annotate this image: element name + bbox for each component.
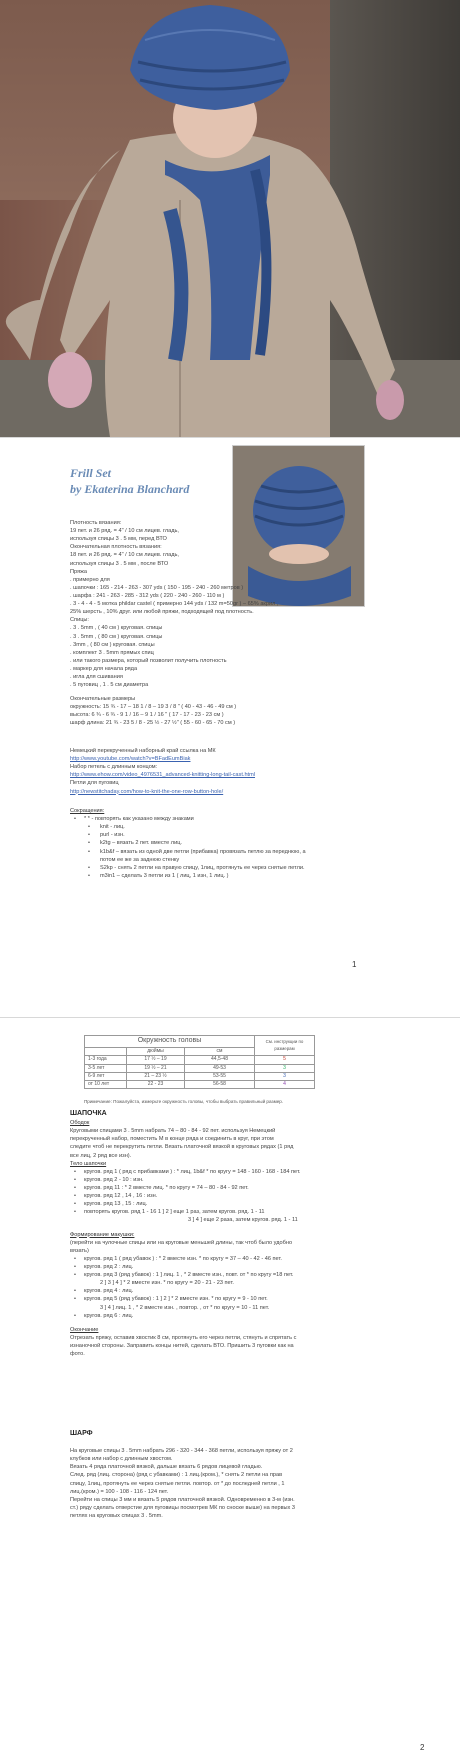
hat-body-item: • кругов. ряд 11 : * 2 вместе лиц. * по кругу = 74 – 80 - 84 - 92 пет. <box>70 1184 410 1192</box>
table-col-inches: дюймы <box>127 1048 185 1056</box>
materials-line: Плотность вязания: <box>70 520 122 526</box>
hat-rim-line: все лиц, 2 ряд все изн). <box>70 1152 132 1159</box>
title-line-1: Frill Set <box>70 466 112 480</box>
hat-crown-item: • кругов. ряд 1 ( ряд убавок ) : * 2 вместе изн. * по кругу = 37 – 40 - 42 - 46 пет. <box>70 1255 410 1263</box>
hat-crown-cont: 2 ] 3 ] 4 ] * 2 вместе изн. * по кругу = 20 - 21 - 23 пет. <box>100 1280 234 1287</box>
scarf-line: петлях на круговых спицах 3 . 5mm. <box>70 1513 163 1520</box>
hat-crown-item: • кругов. ряд 5 (ряд убавок) : 1 ] 2 ] * 2 вместе изн. * по кругу = 9 - 10 пет. <box>70 1295 410 1303</box>
hat-section <box>70 1109 410 1358</box>
sizes-line: Окончательные размеры <box>70 696 136 702</box>
scarf-line: На круговые спицы 3 . 5mm набрать 296 - 320 - 344 - 368 петли, используя пряжу от 2 <box>70 1448 293 1455</box>
materials-line: . 3 . 5mm , ( 80 см ) круговая. спицы <box>70 633 163 640</box>
table-row: 6-9 лет 21 – 23 ½ 53-55 3 <box>85 1072 315 1080</box>
abbreviations-title: Сокращения: <box>70 808 105 814</box>
materials-line: . шарфа : 241 - 263 - 285 - 312 yds ( 220 - 240 - 260 - 110 м ) <box>70 592 225 599</box>
abbr-item: • * * - повторять как указано между знаками <box>70 815 410 823</box>
title-line-2: by Ekaterina Blanchard <box>70 482 190 497</box>
hat-body-item: • кругов. ряд 1 ( ряд с прибавками ) : * лиц, 1b&f * по кругу = 148 - 160 - 168 - 184 пет. <box>70 1168 410 1176</box>
table-header-circumference: Окружность головы <box>85 1036 255 1048</box>
hat-finish-line: Отрезать пряжу, оставив хвостик 8 см, протянуть его через петли, стянуть и спрятать с <box>70 1334 297 1341</box>
page-divider <box>0 1017 460 1018</box>
link-label: Петли для пуговиц <box>70 780 119 787</box>
hat-body-item: • кругов. ряд 12 , 14 , 16 : изн. <box>70 1192 410 1200</box>
hat-crown-item: • кругов. ряд 6 : лиц. <box>70 1312 410 1320</box>
materials-line: . 3mm , ( 80 см ) круговая. спицы <box>70 641 155 648</box>
materials-line: 25% шерсть , 10% друг. или любой пряжи, подходящей под плотность. <box>70 609 254 616</box>
sizes-block <box>70 695 410 727</box>
table-header-note: См. инструкции по размерам <box>255 1036 315 1056</box>
materials-line: . 3 . 5mm , ( 40 см ) круговая. спицы <box>70 625 163 632</box>
table-row: от 10 лет 22 - 23 56-58 4 <box>85 1081 315 1089</box>
main-photo <box>0 0 460 437</box>
hat-body-cont: 3 ] 4 ] еще 2 раза, затем кругов. ряд. 1 - 11 <box>188 1217 298 1224</box>
hat-body-title: Тело шапочки <box>70 1160 107 1167</box>
hat-title: ШАПОЧКА <box>70 1110 107 1117</box>
scarf-line: Перейти на спицы 3 мм и вязать 5 рядов платочной вязкой. Одновременно в 3-м (изн. <box>70 1496 295 1503</box>
divider <box>0 437 460 438</box>
materials-line: используя спицы 3 . 5 мм , после ВТО <box>70 560 169 567</box>
hat-rim-line: следите чтоб не перекрутить петли. Вязать платочной вязкой в круговых рядах (1 ряд <box>70 1144 294 1151</box>
table-row: 3-5 лет 19 ½ – 21 49-53 3 <box>85 1064 315 1072</box>
table-note: Примечание: Пожалуйста, измерьте окружность головы, чтобы выбрать правильный размер. <box>84 1099 284 1104</box>
scarf-section <box>70 1429 410 1520</box>
links-block <box>70 747 410 796</box>
hat-body-item: • кругов. ряд 2 - 10 : изн. <box>70 1176 410 1184</box>
materials-line: . примерно для <box>70 576 110 583</box>
link-long-tail-cast[interactable]: http://www.ehow.com/video_4976531_advanced-knitting-long-tail-cast.html <box>70 772 256 779</box>
pattern-page <box>0 437 460 1763</box>
materials-line: 18 пет. и 26 ряд. = 4" / 10 см лицев. гладь, <box>70 552 179 559</box>
sizes-line: окружность: 15 ¾ - 17 – 18 1 / 8 – 19 3 / 8 " ( 40 - 43 - 46 - 49 см ) <box>70 704 237 711</box>
abbr-item: • k1b&f – вязать из одной две петли (прибавка) провязать петлю за переднюю, а <box>70 848 410 856</box>
materials-line: Окончательная плотность вязания: <box>70 544 162 551</box>
abbr-item: • m3in1 – сделать 3 петли из 1 ( лиц, 1 изн, 1 лиц. ) <box>70 872 410 880</box>
hat-crown-cont: 3 ] 4 ] лиц. 1 , * 2 вместе изн. , повтор. , от * по кругу = 10 - 11 пет. <box>100 1304 270 1311</box>
link-label: Набор петель с длинным концом: <box>70 764 158 771</box>
scarf-line: След. ряд (лиц. сторона) (ряд с убавками) : 1 лиц.(кром.), * снять 2 петли на прав <box>70 1472 283 1479</box>
hat-crown-item: • кругов. ряд 2 : лиц. <box>70 1263 410 1271</box>
scarf-line: лиц.(кром.) = 100 - 108 - 116 - 124 пет. <box>70 1488 169 1495</box>
hat-crown-item: • кругов. ряд 3 (ряд убавок) : 1 ] лиц. 1 , * 2 вместе изн., повт. от * по кругу =18 пет. <box>70 1271 410 1279</box>
materials-line: . маркер для начала ряда <box>70 665 138 672</box>
materials-line: 19 пет. и 26 ряд. = 4" / 10 см лицев. гладь, <box>70 528 179 535</box>
abbr-item-cont: потом ее же за заднюю стенку <box>100 856 180 863</box>
page-number-2: 2 <box>420 1743 425 1752</box>
materials-line: Пряжа <box>70 568 87 575</box>
materials-line: Спицы: <box>70 617 89 624</box>
link-german-cast-on[interactable]: http://www.youtube.com/watch?v=BFadEumBiak <box>70 756 191 763</box>
scarf-title: ШАРФ <box>70 1430 93 1437</box>
pattern-title <box>70 465 189 497</box>
materials-line: . 3 - 4 - 4 - 5 мотка phildar castel ( примерно 144 yds / 132 m=50gr ) – 65% акрил , <box>70 601 279 608</box>
size-table <box>84 1035 315 1089</box>
materials-line: . шапочки : 165 - 214 - 263 - 307 yds ( 150 - 195 - 240 - 260 метров ) <box>70 584 244 591</box>
hat-body-item: • кругов. ряд 13 , 15 : лиц. <box>70 1200 410 1208</box>
link-label: Немецкий перекрученный наборный край ссылка на МК <box>70 748 216 754</box>
abbr-item: • purl - изн. <box>70 831 410 839</box>
scarf-line: Вязать 4 ряда платочной вязкой, дальше вязать 6 рядов лицевой гладью. <box>70 1464 263 1471</box>
scarf-line: ст.) ряду сделать отверстие для пуговицы посмотрев МК по сноске выше) на первых 3 <box>70 1504 296 1511</box>
hat-rim-line: Круговыми спицами 3 . 5mm набрать 74 – 80 - 84 - 92 пет. используя Немецкий <box>70 1128 276 1135</box>
sizes-line: высота: 6 ¾ - 6 ¾ - 9 1 / 16 – 9 1 / 16 " ( 17 - 17 - 23 - 23 см ) <box>70 712 224 719</box>
child-illustration <box>0 0 460 437</box>
hat-crown-item: • кругов. ряд 4 : лиц. <box>70 1287 410 1295</box>
sizes-line: шарф длина: 21 ¾ - 23 5 / 8 - 25 ½ - 27 ½" ( 55 - 60 - 65 - 70 см ) <box>70 720 236 727</box>
hat-crown-title: Формирование макушки: <box>70 1231 135 1238</box>
materials-line: используя спицы 3 . 5 мм, перед ВТО <box>70 536 167 543</box>
table-col-cm: см <box>185 1048 255 1056</box>
hat-rim-title: Ободок <box>70 1120 90 1127</box>
materials-block <box>70 519 410 689</box>
materials-line: . комплект 3 . 5mm прямых спиц <box>70 649 154 656</box>
hat-finish-title: Окончание <box>70 1326 99 1333</box>
hat-crown-note: вязать) <box>70 1247 89 1254</box>
abbr-item: • knit - лиц. <box>70 823 410 831</box>
materials-line: . 5 пуговиц , 1 . 5 см диаметра <box>70 682 149 689</box>
scarf-line: клубков или набор с длинным хвостом. <box>70 1456 173 1463</box>
hat-rim-line: перекрученный набор, поместить М в конце ряда и соединить в круг, при этом <box>70 1136 274 1143</box>
page-number-1: 1 <box>352 960 357 969</box>
scarf-line: спицу, 1лиц, протянуть ее через снятые петли. повтор. от * до последней петли , 1 <box>70 1480 285 1487</box>
materials-line: . игла для сшивания <box>70 674 123 681</box>
link-button-hole[interactable]: http://newstitchaday.com/how-to-knit-the-one-row-button-hole/ <box>70 788 224 795</box>
hat-finish-line: изнаночной стороны. Заправить концы нитей, сделать ВТО. Пришить 3 пуговки как на <box>70 1342 294 1349</box>
abbr-item: • S2kp - снять 2 петли на правую спицу, 1лиц, протянуть ее через снятые петли. <box>70 864 410 872</box>
materials-line: . или такого размера, который позволит получить плотность <box>70 657 227 664</box>
hat-body-item: • повторять кругов. ряд 1 - 16 1 ] 2 ] еще 1 раз, затем кругов. ряд. 1 - 11 <box>70 1208 410 1216</box>
hat-crown-note: (перейти на чулочные спицы или на круговые меньшей длины, так чтоб было удобно <box>70 1239 293 1246</box>
abbreviations-block <box>70 807 410 880</box>
hat-finish-line: фото. <box>70 1351 85 1358</box>
abbr-item: • k2tg – вязать 2 пет. вместе лиц. <box>70 839 410 847</box>
table-row: 1-3 года 17 ½ – 19 44,5-48 5 <box>85 1056 315 1064</box>
